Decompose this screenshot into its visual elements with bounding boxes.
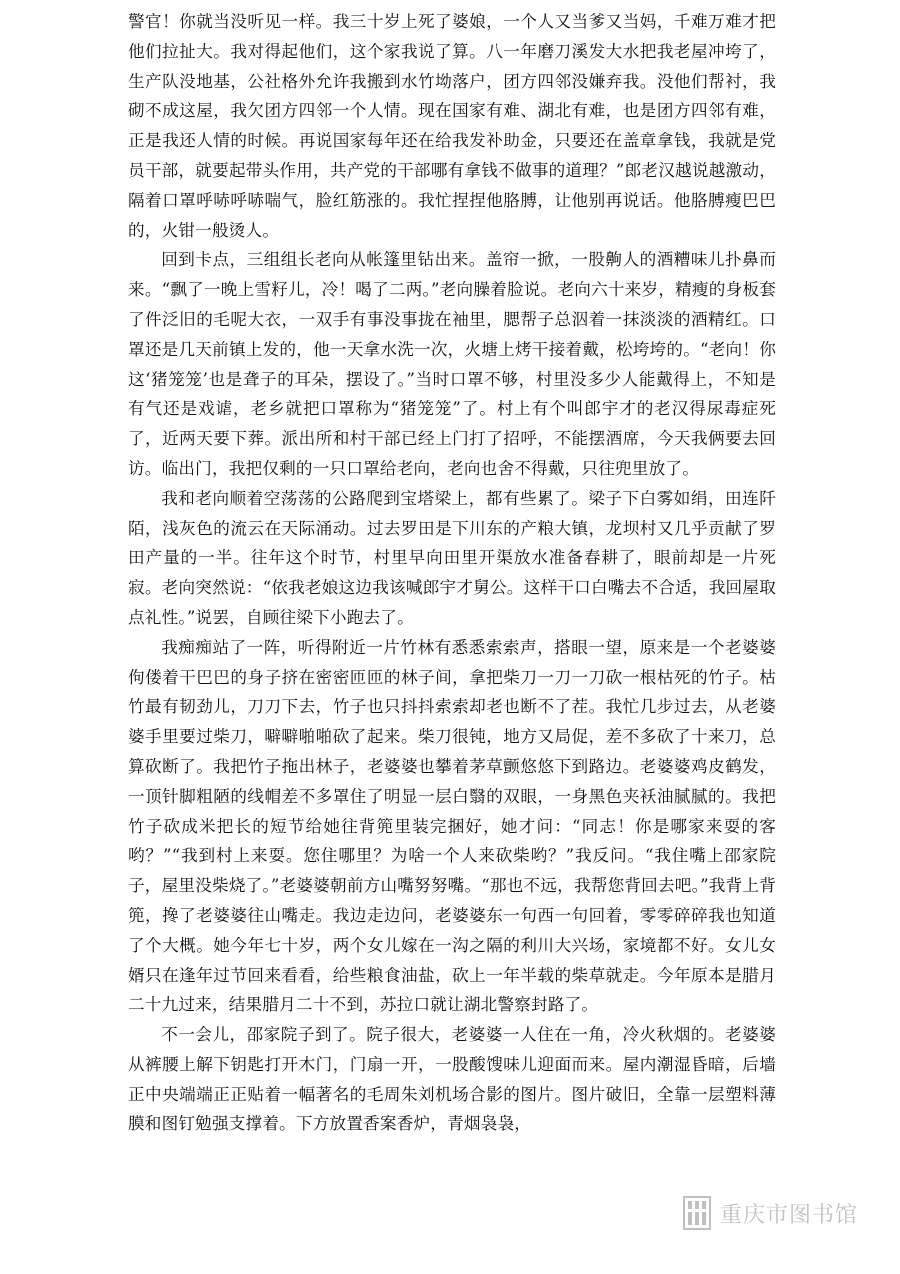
paragraph: 警官！你就当没听见一样。我三十岁上死了婆娘，一个人又当爹又当妈，千难万难才把他们拉扯大。我对得起他们，这个家我说了算。八一年磨刀溪发大水把我老屋冲垮了，生产队没地基，公社格外允许我搬到水竹坳落户，团方四邻没嫌弃我。没他们帮衬，我砌不成这屋，我欠团方四邻一个人情。现在国家有难、湖北有难，也是团方四邻有难，正是我还人情的时候。再说国家每年还在给我发补助金，只要还在盖章拿钱，我就是党员干部，就要起带头作用，共产党的干部哪有拿钱不做事的道理？”郎老汉越说越激动，隔着口罩呼哧呼哧喘气，脸红筋涨的。我忙捏捏他胳膊，让他别再说话。他胳膊瘦巴巴的，火钳一般烫人。 — [128, 12, 776, 240]
library-logo-icon — [682, 1195, 712, 1231]
paragraph: 我痴痴站了一阵，听得附近一片竹林有悉悉索索声，搭眼一望，原来是一个老婆婆佝偻着干巴巴的身子挤在密密匝匝的林子间，拿把柴刀一刀一刀砍一根枯死的竹子。枯竹最有韧劲儿，刀刀下去，竹子也只抖抖索索却老也断不了茬。我忙几步过去，从老婆婆手里要过柴刀，噼噼啪啪砍了起来。柴刀很钝，地方又局促，差不多砍了十来刀，总算砍断了。我把竹子拖出林子，老婆婆也攀着茅草颤悠悠下到路边。老婆婆鸡皮鹤发，一顶针脚粗陋的线帽差不多罩住了明显一层白翳的双眼，一身黑色夹袄油腻腻的。我把竹子砍成米把长的短节给她往背篼里装完捆好，她才问：“同志！你是哪家来耍的客哟？”“我到村上来耍。您住哪里？为啥一个人来砍柴哟？”我反问。“我住嘴上邵家院子，屋里没柴烧了。”老婆婆朝前方山嘴努努嘴。“那也不远，我帮您背回去吧。”我背上背篼，搀了老婆婆往山嘴走。我边走边问，老婆婆东一句西一句回着，零零碎碎我也知道了个大概。她今年七十岁，两个女儿嫁在一沟之隔的利川大兴场，家境都不好。女儿女婿只在逢年过节回来看看，给些粮食油盐，砍上一年半载的柴草就走。今年原本是腊月二十九过来，结果腊月二十不到，苏拉口就让湖北警察封路了。 — [128, 637, 776, 1015]
library-watermark — [678, 1193, 862, 1233]
body-text — [128, 7, 776, 1139]
paragraph: 我和老向顺着空荡荡的公路爬到宝塔梁上，都有些累了。梁子下白雾如绢，田连阡陌，浅灰色的流云在天际涌动。过去罗田是下川东的产粮大镇，龙坝村又几乎贡献了罗田产量的一半。往年这个时节，村里早向田里开渠放水准备春耕了，眼前却是一片死寂。老向突然说：“依我老娘这边我该喊郎宇才舅公。这样干口白嘴去不合适，我回屋取点礼性。”说罢，自顾往梁下小跑去了。 — [128, 488, 776, 627]
watermark-text: 重庆市图书馆 — [719, 1202, 858, 1228]
paragraph: 回到卡点，三组组长老向从帐篷里钻出来。盖帘一掀，一股齁人的酒糟味儿扑鼻而来。“飘了一晚上雪籽儿，冷！喝了二两。”老向臊着脸说。老向六十来岁，精瘦的身板套了件泛旧的毛呢大衣，一双手有事没事拢在袖里，腮帮子总泅着一抹淡淡的酒精红。口罩还是几天前镇上发的，他一天拿水洗一次，火塘上烤干接着戴，松垮垮的。“老向！你这‘猪笼笼’也是聋子的耳朵，摆设了。”当时口罩不够，村里没多少人能戴得上，不知是有气还是戏谑，老乡就把口罩称为“猪笼笼”了。村上有个叫郎宇才的老汉得尿毒症死了，近两天要下葬。派出所和村干部已经上门打了招呼，不能摆酒席，今天我俩要去回访。临出门，我把仅剩的一只口罩给老向，老向也舍不得戴，只往兜里放了。 — [128, 250, 776, 478]
paragraph: 不一会儿，邵家院子到了。院子很大，老婆婆一人住在一角，冷火秋烟的。老婆婆从裤腰上解下钥匙打开木门，门扇一开，一股酸馊味儿迎面而来。屋内潮湿昏暗，后墙正中央端端正正贴着一幅著名的毛周朱刘机场合影的图片。图片破旧，全靠一层塑料薄膜和图钉勉强支撑着。下方放置香案香炉，青烟袅袅， — [128, 1025, 776, 1134]
